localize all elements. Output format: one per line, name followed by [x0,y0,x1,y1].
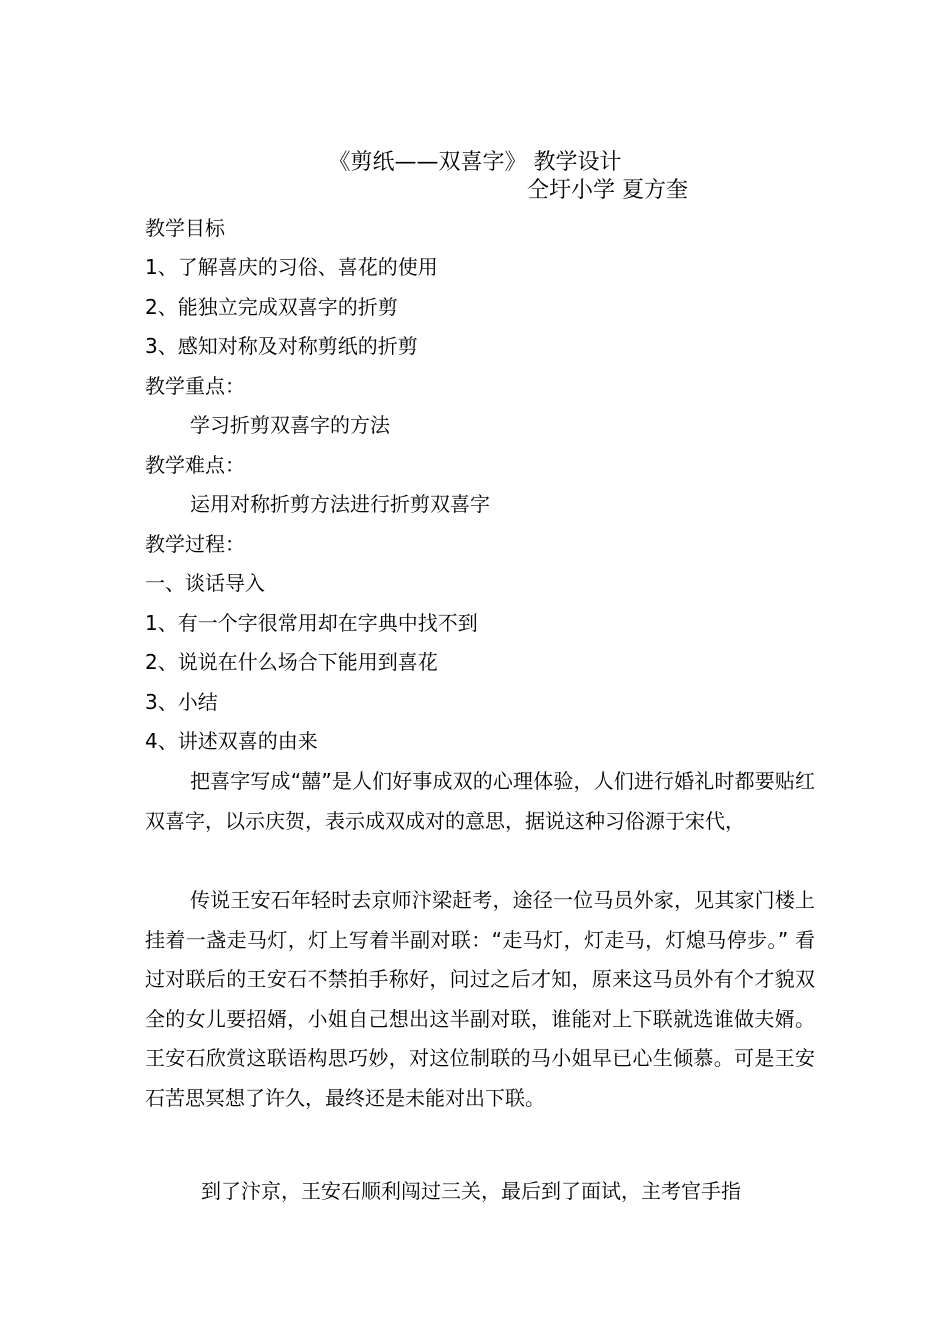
body-paragraph: 到了汴京，王安石顺利闯过三关，最后到了面试，主考官手指 [201,1179,741,1203]
difficulty-text: 运用对称折剪方法进行折剪双喜字 [190,492,490,516]
objective-item: 3、感知对称及对称剪纸的折剪 [145,334,418,358]
process-step-heading: 一、谈话导入 [145,571,265,595]
key-point-text: 学习折剪双喜字的方法 [190,413,390,437]
objective-item: 1、了解喜庆的习俗、喜花的使用 [145,255,438,279]
process-item: 3、小结 [145,690,218,714]
objective-item: 2、能独立完成双喜字的折剪 [145,295,398,319]
section-heading-objectives: 教学目标 [145,216,225,240]
process-item: 2、说说在什么场合下能用到喜花 [145,650,438,674]
section-heading-process: 教学过程： [145,532,245,556]
body-paragraph: 把喜字写成“囍”是人们好事成双的心理体验，人们进行婚礼时都要贴红双喜字，以示庆贺，表示成双成对的意思，据说这种习俗源于宋代， [145,769,815,833]
document-author: 仝圩小学 夏方奎 [527,178,688,203]
section-heading-key-point: 教学重点： [145,374,245,398]
body-paragraph: 传说王安石年轻时去京师汴梁赶考，途径一位马员外家，见其家门楼上挂着一盏走马灯，灯上写着半副对联：“走马灯，灯走马，灯熄马停步。” 看过对联后的王安石不禁拍手称好，问过之后才知，原来这马员外有个才貌双全的女儿要招婿，小姐自己想出这半副对联，谁能对上下联就选谁做夫婿。王安石欣赏这联语构思巧妙，对这位制联的马小姐早已心生倾慕。可是王安石苦思冥想了许久，最终还是未能对出下联。 [145,888,815,1110]
document-title: 《剪纸——双喜字》 教学设计 [328,150,622,175]
section-heading-difficulty: 教学难点： [145,453,245,477]
process-item: 1、有一个字很常用却在字典中找不到 [145,611,478,635]
process-item: 4、讲述双喜的由来 [145,729,318,753]
